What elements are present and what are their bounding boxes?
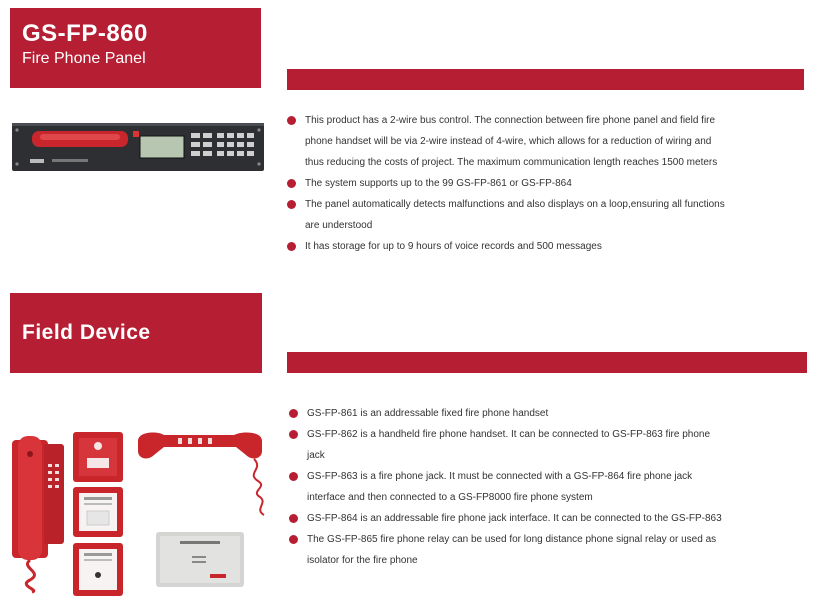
fire-phone-panel-header (10, 8, 261, 88)
panel-feature-list (287, 110, 727, 257)
handheld-fire-phone-handset-image (134, 429, 272, 519)
list-item: GS-FP-864 is an addressable fire phone jack interface. It can be connected to the GS-FP-863 (289, 508, 729, 529)
list-item: GS-FP-861 is an addressable fixed fire phone handset (289, 403, 729, 424)
fire-phone-jack-interface-image (73, 543, 123, 596)
list-item: GS-FP-862 is a handheld fire phone handset. It can be connected to GS-FP-863 fire phone jack (289, 424, 729, 466)
manual-call-point-image (73, 432, 123, 482)
list-item: The system supports up to the 99 GS-FP-861 or GS-FP-864 (287, 173, 727, 194)
fire-phone-relay-image (156, 532, 244, 587)
fire-phone-jack-image (73, 487, 123, 537)
list-item: The GS-FP-865 fire phone relay can be used for long distance phone signal relay or used as isolator for the fire phone (289, 529, 729, 571)
product-title: GS-FP-860 (22, 20, 148, 47)
list-item: This product has a 2-wire bus control. The connection between fire phone panel and field fire phone handset will be via 2-wire instead of 4-wire, which allows for a reduction of wiring and thus reducing the costs of project. The maximum communication length reaches 1500 meters (287, 110, 727, 173)
field-device-list (289, 403, 729, 571)
fire-phone-panel-image (12, 121, 264, 173)
list-item: The panel automatically detects malfunctions and also displays on a loop,ensuring all functions are understood (287, 194, 727, 236)
section-divider-bar (287, 352, 807, 373)
fixed-fire-phone-handset-image (10, 434, 68, 594)
list-item: GS-FP-863 is a fire phone jack. It must be connected with a GS-FP-864 fire phone jack interface and then connected to a GS-FP8000 fire phone system (289, 466, 729, 508)
field-device-header (10, 293, 262, 373)
list-item: It has storage for up to 9 hours of voice records and 500 messages (287, 236, 727, 257)
product-subtitle: Fire Phone Panel (22, 50, 146, 67)
section-divider-bar (287, 69, 804, 90)
section-title: Field Device (22, 321, 151, 344)
